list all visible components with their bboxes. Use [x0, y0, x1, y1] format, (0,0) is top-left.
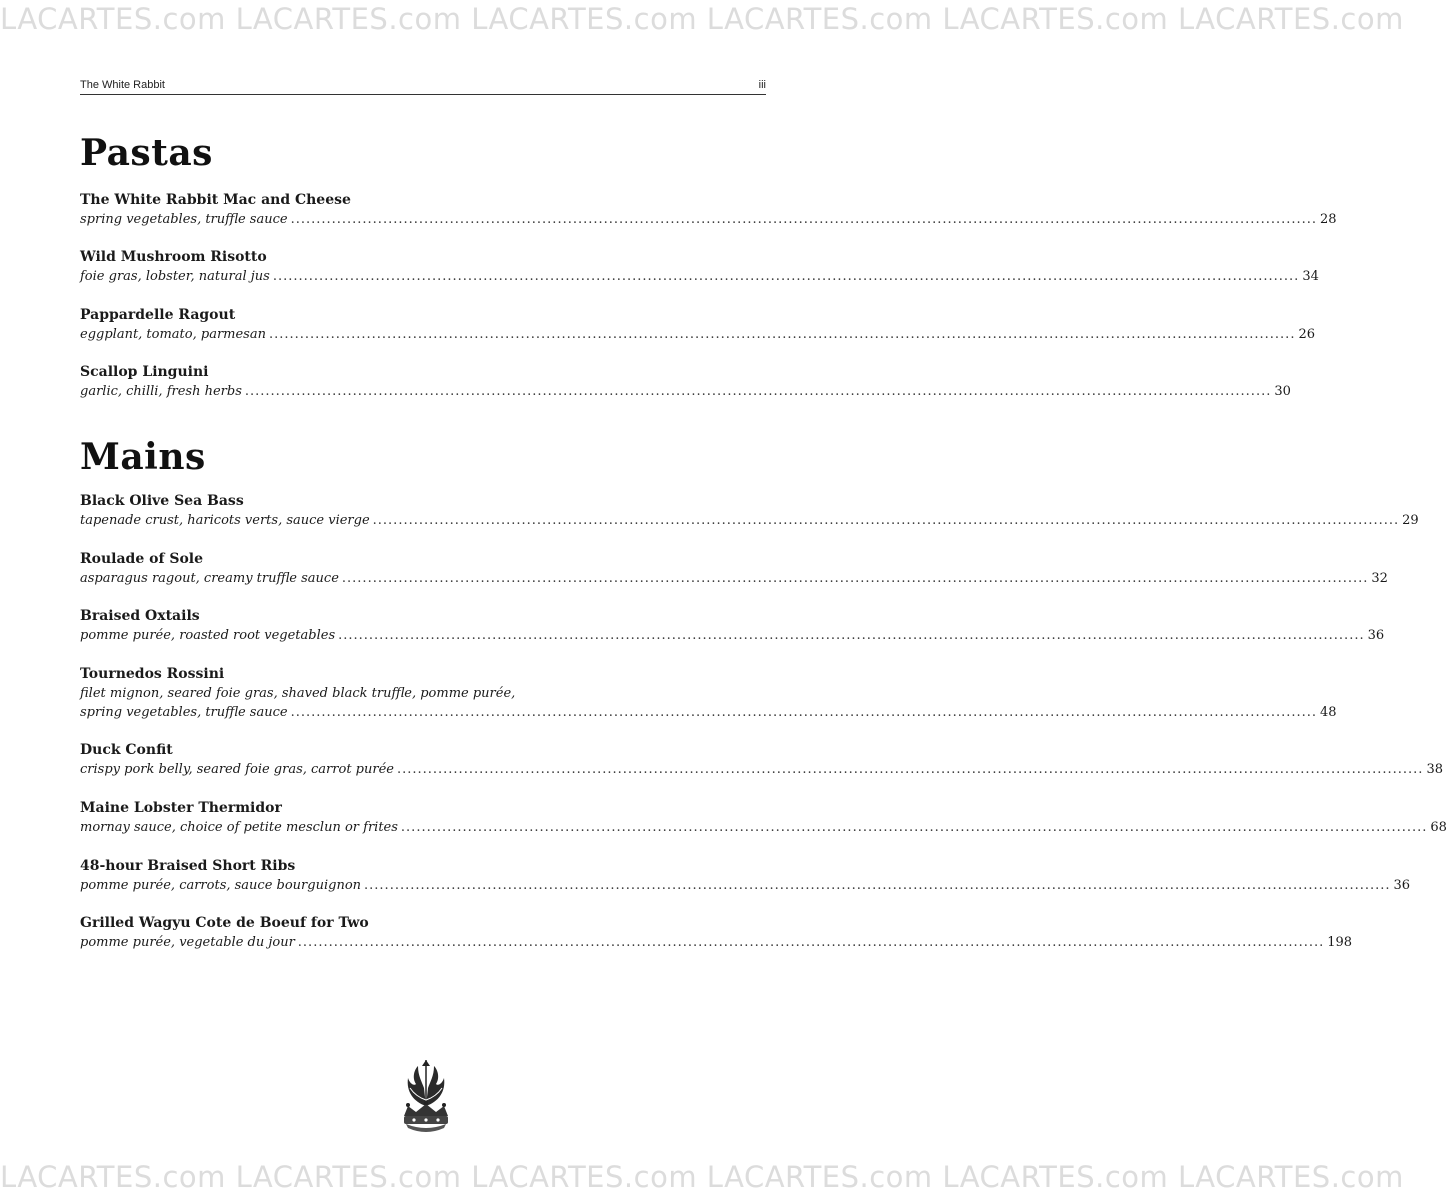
menu-item [80, 492, 1419, 530]
item-description-row [80, 325, 1315, 344]
dot-leader: ........................................................................................................................................................................................................ [272, 269, 1300, 284]
item-price: 38 [1426, 762, 1443, 777]
item-description-line: filet mignon, seared foie gras, shaved black truffle, pomme purée, [80, 686, 516, 701]
item-price: 32 [1371, 571, 1388, 586]
menu-item [80, 550, 1388, 588]
section-title-mains: Mains [80, 436, 206, 478]
item-description: garlic, chilli, fresh herbs [80, 384, 242, 399]
item-description: eggplant, tomato, parmesan [80, 327, 266, 342]
menu-item [80, 306, 1315, 344]
item-description: pomme purée, roasted root vegetables [80, 628, 336, 643]
item-name: Braised Oxtails [80, 608, 200, 624]
item-name: Roulade of Sole [80, 551, 204, 567]
dot-leader: ........................................................................................................................................................................................................ [364, 878, 1391, 893]
item-description: asparagus ragout, creamy truffle sauce [80, 571, 339, 586]
restaurant-name: The White Rabbit [80, 79, 165, 91]
item-name: Pappardelle Ragout [80, 307, 236, 323]
item-price: 34 [1302, 269, 1319, 284]
section-title-pastas: Pastas [80, 132, 213, 174]
item-name: Wild Mushroom Risotto [80, 249, 267, 265]
item-description: mornay sauce, choice of petite mesclun or frites [80, 820, 398, 835]
menu-item [80, 248, 1319, 286]
item-description-row [80, 210, 1337, 229]
menu-item [80, 914, 1353, 952]
item-description: pomme purée, vegetable du jour [80, 935, 295, 950]
item-description-row [80, 626, 1385, 645]
item-description: spring vegetables, truffle sauce [80, 212, 288, 227]
item-description-row [80, 382, 1291, 401]
item-price: 36 [1367, 628, 1385, 643]
dot-leader: ........................................................................................................................................................................................................ [400, 820, 1428, 835]
item-price: 68 [1430, 820, 1447, 835]
item-description: spring vegetables, truffle sauce [80, 705, 288, 720]
item-name: Duck Confit [80, 742, 173, 758]
menu-item [80, 363, 1291, 401]
watermark-top: LACARTES.com LACARTES.com LACARTES.com LACARTES.com LACARTES.com LACARTES.com [0, 2, 1404, 36]
item-description: foie gras, lobster, natural jus [80, 269, 270, 284]
item-name: Scallop Linguini [80, 364, 209, 380]
item-description-row [80, 511, 1419, 530]
watermark-bottom: LACARTES.com LACARTES.com LACARTES.com LACARTES.com LACARTES.com LACARTES.com [0, 1160, 1404, 1194]
item-description-row [80, 703, 1337, 722]
dot-leader: ........................................................................................................................................................................................................ [396, 762, 1424, 777]
dot-leader: ........................................................................................................................................................................................................ [338, 628, 1365, 643]
page-number: iii [758, 79, 766, 91]
item-price: 29 [1402, 513, 1419, 528]
item-price: 198 [1327, 935, 1353, 950]
item-description-row [80, 569, 1388, 588]
item-name: Maine Lobster Thermidor [80, 800, 282, 816]
dot-leader: ........................................................................................................................................................................................................ [268, 327, 1296, 342]
item-price: 48 [1320, 705, 1337, 720]
item-price: 26 [1298, 327, 1315, 342]
menu-item [80, 799, 1447, 837]
item-name: The White Rabbit Mac and Cheese [80, 192, 351, 208]
item-description-row [80, 760, 1443, 779]
item-price: 30 [1274, 384, 1291, 399]
dot-leader: ........................................................................................................................................................................................................ [290, 212, 1318, 227]
menu-item [80, 857, 1411, 895]
menu-item [80, 665, 1337, 722]
menu-item [80, 191, 1337, 229]
item-name: Grilled Wagyu Cote de Boeuf for Two [80, 915, 369, 931]
page-header [80, 78, 766, 95]
menu-item [80, 607, 1385, 645]
item-description: crispy pork belly, seared foie gras, carrot purée [80, 762, 394, 777]
item-description: tapenade crust, haricots verts, sauce vierge [80, 513, 370, 528]
item-description-row [80, 933, 1353, 952]
item-name: Tournedos Rossini [80, 666, 225, 682]
item-description-row [80, 267, 1319, 286]
item-description-row [80, 818, 1447, 837]
dot-leader: ........................................................................................................................................................................................................ [341, 571, 1369, 586]
dot-leader: ........................................................................................................................................................................................................ [290, 705, 1318, 720]
item-name: Black Olive Sea Bass [80, 493, 244, 509]
item-price: 28 [1320, 212, 1337, 227]
item-price: 36 [1393, 878, 1411, 893]
crown-crest-icon [396, 1058, 456, 1138]
dot-leader: ........................................................................................................................................................................................................ [244, 384, 1272, 399]
dot-leader: ........................................................................................................................................................................................................ [297, 935, 1325, 950]
item-description: pomme purée, carrots, sauce bourguignon [80, 878, 362, 893]
dot-leader: ........................................................................................................................................................................................................ [372, 513, 1400, 528]
menu-item [80, 741, 1443, 779]
item-name: 48-hour Braised Short Ribs [80, 858, 296, 874]
item-description-row [80, 876, 1411, 895]
